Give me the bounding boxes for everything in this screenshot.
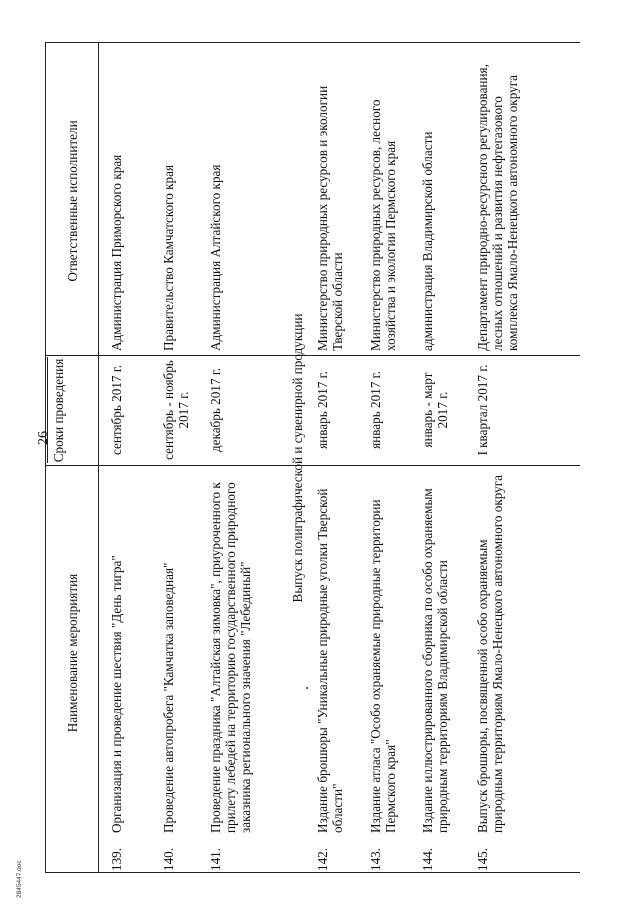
table-border-top xyxy=(45,43,46,873)
row-number: 145. xyxy=(475,847,490,871)
table-border-left xyxy=(45,872,580,873)
event-dates: сентябрь 2017 г. xyxy=(109,364,124,456)
row-number: 140. xyxy=(161,847,176,871)
header-sub-rule xyxy=(47,357,48,463)
event-name: Выпуск брошюры, посвященной особо охраняемым природным территориям Ямало-Ненецкого автономного округа xyxy=(475,475,505,833)
header-responsible: Ответственные исполнители xyxy=(65,120,80,282)
event-name: Организация и проведение шествия "День тигра" xyxy=(109,555,124,833)
event-dates: январь - март 2017 г. xyxy=(420,372,450,448)
rotated-table-sheet xyxy=(45,43,585,873)
responsible-party: Администрация Алтайского края xyxy=(208,164,223,351)
event-name: Издание брошюры "Уникальные природные уголки Тверской области" xyxy=(315,488,345,833)
responsible-party: администрация Владимирской области xyxy=(420,131,435,351)
stray-dot xyxy=(306,687,308,689)
row-number: 142. xyxy=(315,847,330,871)
event-dates: сентябрь - ноябрь 2017 г. xyxy=(161,360,191,460)
header-dates: Сроки проведения xyxy=(51,358,66,463)
responsible-party: Правительство Камчатского края xyxy=(161,164,176,351)
event-dates: I квартал 2017 г. xyxy=(475,364,490,456)
section-title: Выпуск полиграфической и сувенирной продукции xyxy=(290,313,305,603)
header-event: Наименование мероприятия xyxy=(65,573,80,733)
row-number: 141. xyxy=(208,847,223,871)
table-border-right xyxy=(45,42,580,43)
document-id: 2845447.doc xyxy=(16,860,23,898)
events-table xyxy=(45,43,585,873)
row-number: 143. xyxy=(368,847,383,871)
page-number: 26 xyxy=(36,431,51,445)
event-name: Издание иллюстрированного сборника по особо охраняемым природным территориям Владимирской области xyxy=(420,488,450,833)
event-name: Издание атласа "Особо охраняемые природные территории Пермского края" xyxy=(368,499,398,833)
row-number: 139. xyxy=(109,847,124,871)
column-divider xyxy=(45,355,580,356)
responsible-party: Администрация Приморского края xyxy=(109,154,124,351)
responsible-party: Министерство природных ресурсов, лесного хозяйства и экологии Пермского края xyxy=(368,99,398,351)
row-number: 144. xyxy=(420,847,435,871)
event-dates: январь 2017 г. xyxy=(315,371,330,449)
event-name: Проведение автопробега "Камчатка заповедная" xyxy=(161,562,176,833)
event-dates: январь 2017 г. xyxy=(368,371,383,449)
responsible-party: Департамент природно-ресурсного регулирования, лесных отношений и развития нефтегазового комплекса Ямало-Ненецкого автономного округа xyxy=(475,64,520,351)
header-divider xyxy=(98,43,99,873)
event-name: Проведение праздника "Алтайская зимовка", приуроченного к прилету лебедей на территорию государственного природного заказника регионального значения "Лебединый" xyxy=(208,482,253,833)
responsible-party: Министерство природных ресурсов и экологии Тверской области xyxy=(315,85,345,351)
event-dates: декабрь 2017 г. xyxy=(208,367,223,453)
column-divider xyxy=(45,465,580,466)
